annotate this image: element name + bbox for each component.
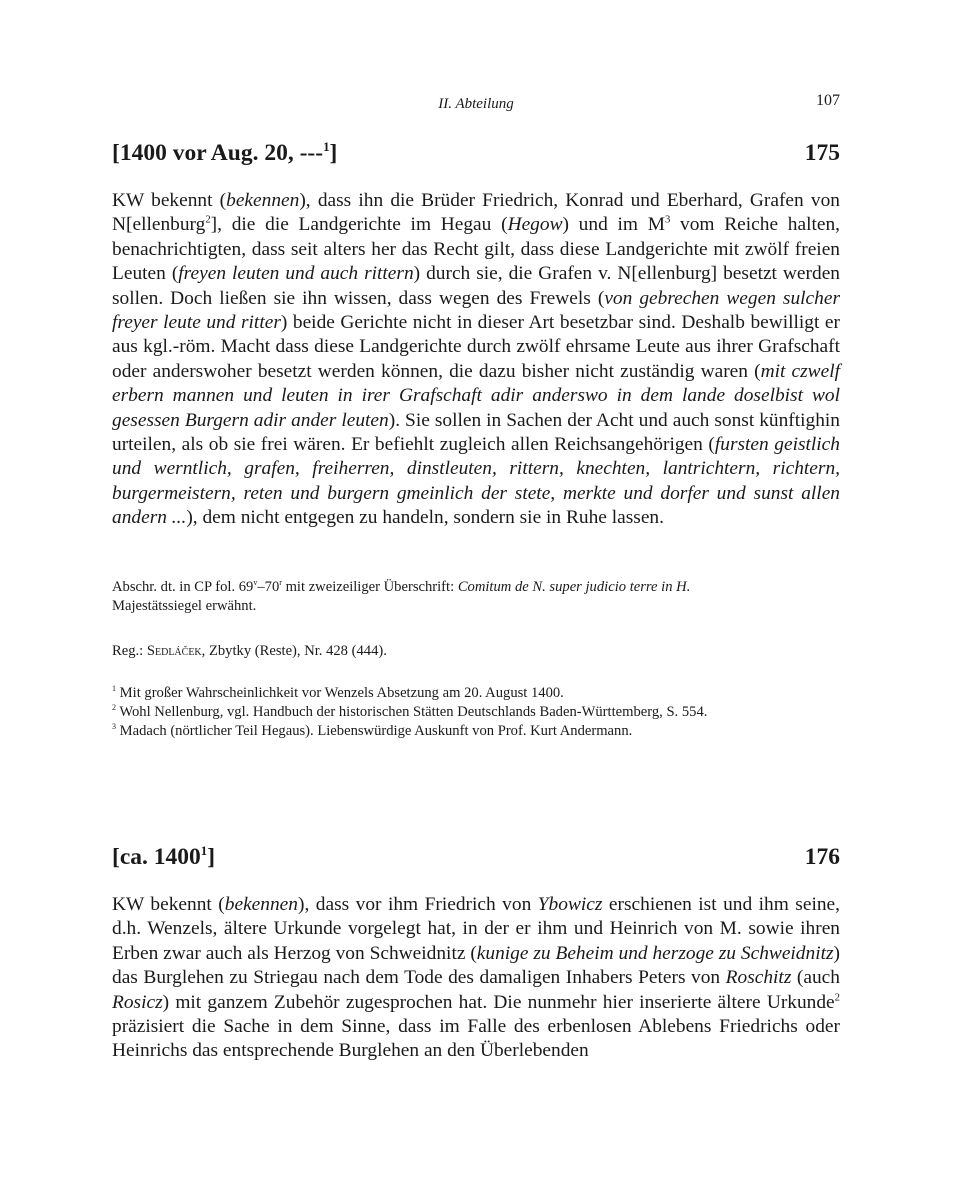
entry-175-regest: Reg.: Sedláček, Zbytky (Reste), Nr. 428 (444).: [112, 643, 387, 659]
entry-175-tradition: Abschr. dt. in CP fol. 69$^v$–70$^r$ mit zweizeiliger Überschrift: Comitum de N. super judicio terre in H. Majestätssiegel erwähnt.: [112, 578, 691, 614]
footnote-3: $^3$ Madach (nörtlicher Teil Hegaus). Liebenswürdige Auskunft von Prof. Kurt Andermann.: [112, 722, 633, 739]
running-head: [112, 92, 840, 116]
author-name: Sedláček: [146, 643, 202, 659]
entry-176-summary: KW bekennt (bekennen), dass vor ihm Friedrich von Ybowicz erschienen ist und ihm seine, d.h. Wenzels, ältere Urkunde vorgelegt hat, in der er ihm und Heinrich von M. sowie ihren Erben zwar auch als Herzog von Schweidnitz (kunige zu Beheim und herzoge zu Schweidnitz) das Burglehen zu Striegau nach dem Tode des damaligen Inhabers Peters von Roschitz (auch Rosicz) mit ganzem Zubehör zugesprochen hat. Die nunmehr hier inserierte ältere Urkunde$^2$ präzisiert die Sache in dem Sinne, dass im Falle des erbenlosen Ablebens Friedrichs oder Heinrichs das entsprechende Burglehen an den Überlebenden: [112, 894, 840, 1062]
page-number: 107: [816, 92, 840, 109]
entry-175-summary: KW bekennt (bekennen), dass ihn die Brüder Friedrich, Konrad und Eberhard, Grafen von N[ellenburg$^2$], die die Landgerichte im Hegau (Hegow) und im $M^3$ vom Reiche halten, benachrichtigten, dass seit alters her das Recht gilt, dass diese Landgerichte mit zwölf freien Leuten (freyen leuten und auch rittern) durch sie, die Grafen v. N[ellenburg] besetzt werden sollen. Doch ließen sie ihn wissen, dass wegen des Frewels (von gebrechen wegen sulcher freyer leute und ritter) beide Gerichte nicht in dieser Art besetzbar sind. Deshalb bewilligt er aus kgl.-röm. Macht dass diese Landgerichte durch zwölf ehrsame Leute aus ihrer Grafschaft oder anderswoher besetzt werden können, die dazu bisher nicht zuständig waren (mit czwelf erbern mannen und leuten in irer Grafschaft adir anderswo in dem lande doselbist wol gesessen Burgern adir ander leuten). Sie sollen in Sachen der Acht und auch sonst künftighin urteilen, als ob sie frei wären. Er befiehlt zugleich allen Reichsangehörigen (fursten geistlich und werntlich, grafen, freiherren, dinstleuten, rittern, knechten, lantrichtern, richtern, burgermeistern, reten und burgern gmeinlich der stete, merkte und dorfer und sunst allen andern ...), dem nicht entgegen zu handeln, sondern sie in Ruhe lassen.: [112, 190, 841, 529]
entry-175-number: 175: [804, 140, 840, 166]
entry-175-footnotes: [112, 684, 840, 741]
entry-176-heading: [112, 844, 840, 878]
entry-176-date: [ca. 1400$^1$]: [112, 843, 216, 870]
entry-176-number: 176: [804, 844, 840, 870]
footnote-1: $^1$ Mit großer Wahrscheinlichkeit vor Wenzels Absetzung am 20. August 1400.: [112, 684, 564, 701]
footnote-2: $^2$ Wohl Nellenburg, vgl. Handbuch der historischen Stätten Deutschlands Baden-Württemberg, S. 554.: [112, 703, 708, 720]
running-title: II. Abteilung: [438, 96, 514, 112]
entry-175-heading: [112, 140, 840, 174]
entry-175-date: [1400 vor Aug. 20, ---$^1$]: [112, 139, 338, 166]
